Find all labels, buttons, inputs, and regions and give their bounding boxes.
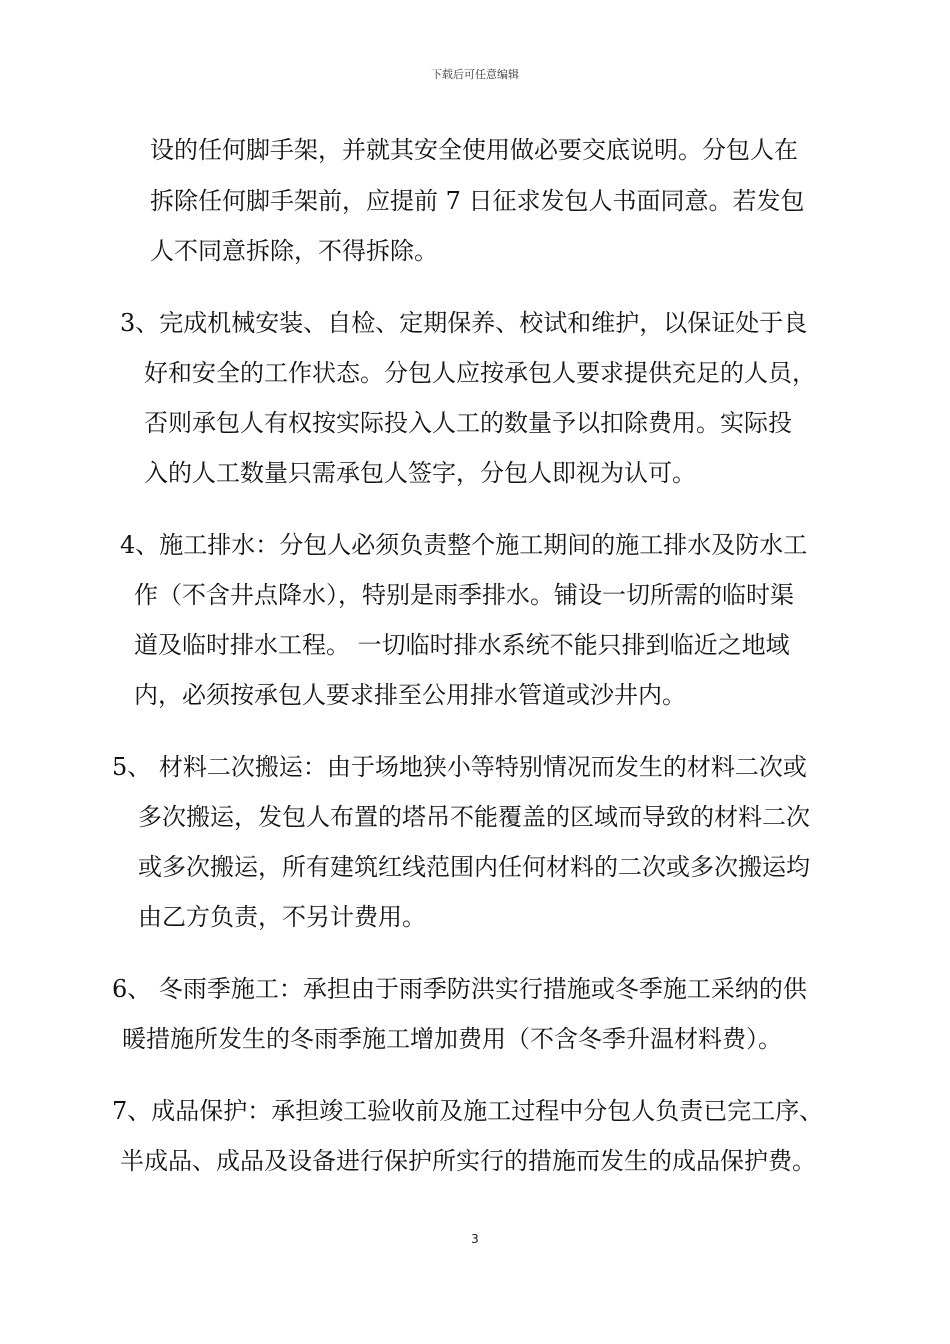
paragraph-line: 多次搬运，发包人布置的塔吊不能覆盖的区域而导致的材料二次 xyxy=(138,803,810,831)
paragraph-line: 6、 冬雨季施工：承担由于雨季防洪实行措施或冬季施工采纳的供 xyxy=(112,975,807,1003)
paragraph-line: 作（不含井点降水），特别是雨季排水。铺设一切所需的临时渠 xyxy=(134,581,794,609)
paragraph-line: 拆除任何脚手架前，应提前 7 日征求发包人书面同意。若发包 xyxy=(150,187,805,215)
paragraph-line: 人不同意拆除，不得拆除。 xyxy=(150,237,438,265)
paragraph-line: 暖措施所发生的冬雨季施工增加费用（不含冬季升温材料费）。 xyxy=(122,1025,782,1053)
paragraph-line: 内，必须按承包人要求排至公用排水管道或沙井内。 xyxy=(134,681,686,709)
paragraph-line: 或多次搬运，所有建筑红线范围内任何材料的二次或多次搬运均 xyxy=(138,853,810,881)
paragraph-line: 半成品、成品及设备进行保护所实行的措施而发生的成品保护费。 xyxy=(120,1147,816,1175)
paragraph-line: 入的人工数量只需承包人签字，分包人即视为认可。 xyxy=(144,459,696,487)
paragraph-line: 5、 材料二次搬运：由于场地狭小等特别情况而发生的材料二次或 xyxy=(112,753,807,781)
paragraph-line: 3、完成机械安装、自检、定期保养、校试和维护，以保证处于良 xyxy=(120,309,808,337)
paragraph-line: 7、成品保护：承担竣工验收前及施工过程中分包人负责已完工序、 xyxy=(112,1097,824,1125)
paragraph-line: 好和安全的工作状态。分包人应按承包人要求提供充足的人员， xyxy=(144,359,816,387)
page-number: 3 xyxy=(471,1232,479,1246)
paragraph-line: 道及临时排水工程。 一切临时排水系统不能只排到临近之地域 xyxy=(134,631,790,659)
paragraph-line: 否则承包人有权按实际投入人工的数量予以扣除费用。实际投 xyxy=(144,409,792,437)
paragraph-line: 设的任何脚手架，并就其安全使用做必要交底说明。分包人在 xyxy=(150,136,798,164)
page-header: 下载后可任意编辑 xyxy=(431,68,519,81)
paragraph-line: 由乙方负责，不另计费用。 xyxy=(138,903,426,931)
paragraph-line: 4、施工排水：分包人必须负责整个施工期间的施工排水及防水工 xyxy=(120,531,808,559)
